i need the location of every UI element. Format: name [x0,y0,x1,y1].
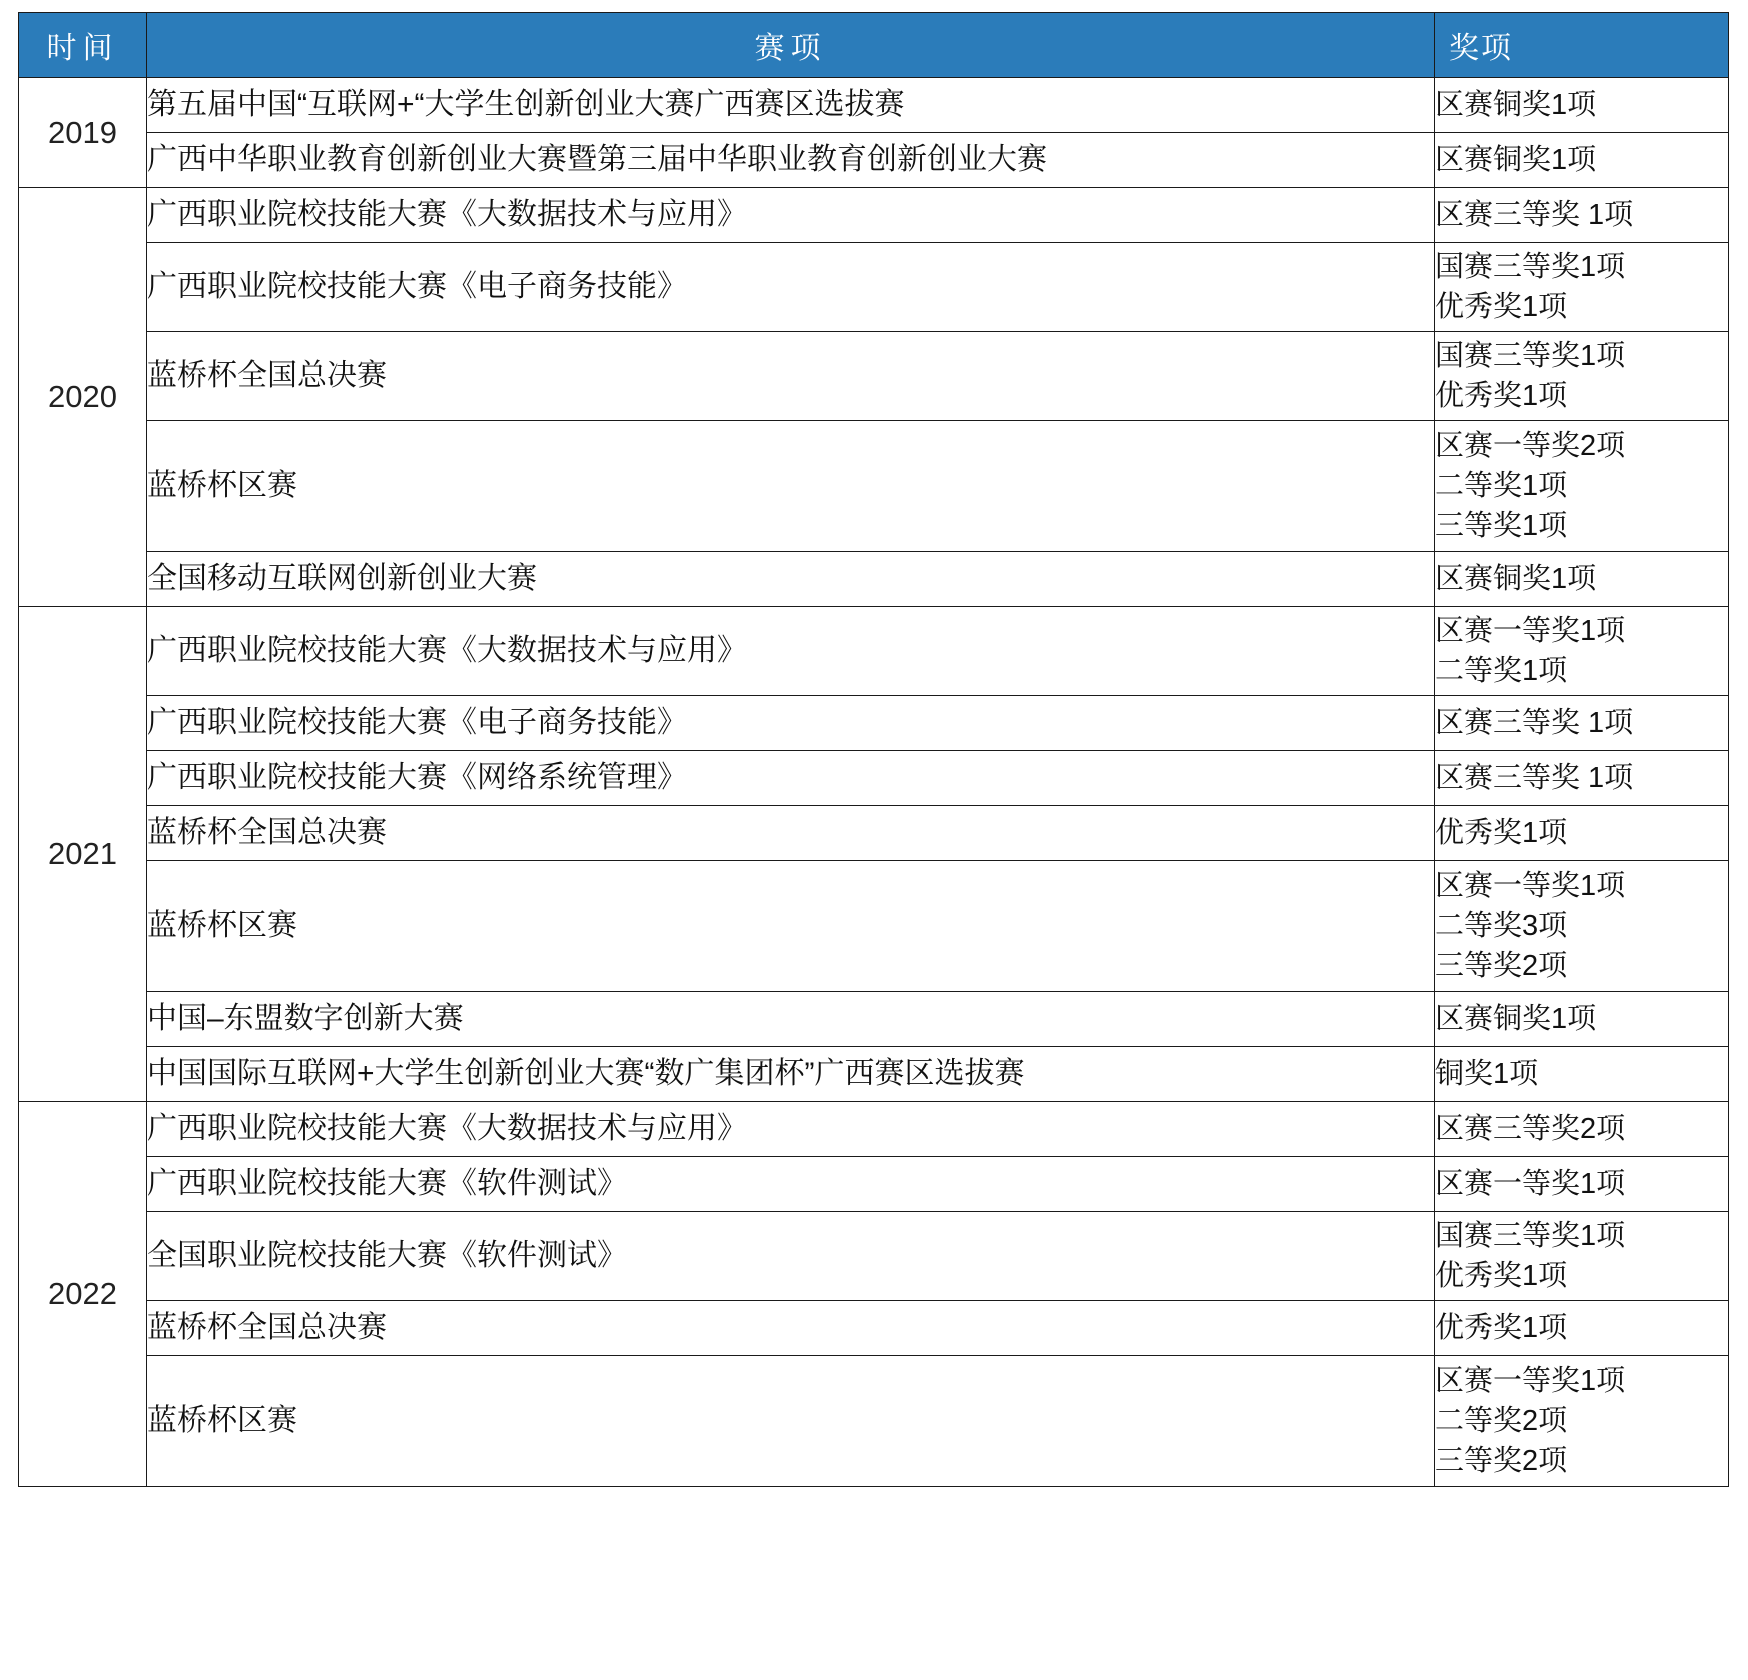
prize-cell [1435,607,1729,696]
prize-line: 国赛三等奖1项 [1435,250,1626,283]
prize-line: 三等奖2项 [1435,1445,1568,1477]
prize-line: 二等奖1项 [1435,469,1568,502]
year-cell: 2020 [19,188,147,607]
event-cell: 广西职业院校技能大赛《大数据技术与应用》 [147,188,1435,243]
event-cell: 广西中华职业教育创新创业大赛暨第三届中华职业教育创新创业大赛 [147,133,1435,188]
event-cell: 广西职业院校技能大赛《网络系统管理》 [147,751,1435,806]
prize-line: 二等奖3项 [1435,909,1568,942]
event-cell: 中国国际互联网+大学生创新创业大赛“数广集团杯”广西赛区选拔赛 [147,1047,1435,1102]
prize-cell [1435,1356,1729,1487]
table-row [19,552,1729,607]
prize-line: 三等奖1项 [1435,510,1568,542]
table-row [19,1102,1729,1157]
prize-cell [1435,78,1729,133]
prize-line: 区赛三等奖2项 [1435,1112,1626,1145]
prize-line: 区赛一等奖1项 [1435,614,1626,647]
prize-cell [1435,1047,1729,1102]
prize-cell [1435,243,1729,332]
prize-cell [1435,751,1729,806]
prize-line: 区赛铜奖1项 [1435,1002,1597,1035]
prize-cell [1435,1102,1729,1157]
column-header-year: 时间 [19,13,147,78]
prize-cell [1435,1212,1729,1301]
event-cell: 蓝桥杯区赛 [147,1356,1435,1487]
prize-line: 优秀奖1项 [1435,291,1568,323]
table-row [19,696,1729,751]
table-row [19,751,1729,806]
prize-line: 区赛一等奖1项 [1435,1167,1626,1200]
table-header-row [19,13,1729,78]
prize-line: 区赛铜奖1项 [1435,562,1597,595]
prize-line: 区赛铜奖1项 [1435,143,1597,176]
table-row [19,1157,1729,1212]
table-row [19,421,1729,552]
table-row [19,992,1729,1047]
event-cell: 广西职业院校技能大赛《大数据技术与应用》 [147,607,1435,696]
prize-line: 优秀奖1项 [1435,1260,1568,1292]
prize-line: 区赛铜奖1项 [1435,88,1597,121]
prize-line: 区赛三等奖 1项 [1435,761,1634,794]
prize-cell [1435,861,1729,992]
table-row [19,332,1729,421]
prize-line: 三等奖2项 [1435,950,1568,982]
prize-line: 优秀奖1项 [1435,816,1568,849]
event-cell: 蓝桥杯区赛 [147,421,1435,552]
event-cell: 全国职业院校技能大赛《软件测试》 [147,1212,1435,1301]
event-cell: 蓝桥杯全国总决赛 [147,806,1435,861]
event-cell: 蓝桥杯全国总决赛 [147,1301,1435,1356]
prize-cell [1435,992,1729,1047]
table-row [19,861,1729,992]
table-row [19,1212,1729,1301]
award-table [18,12,1729,1487]
table-body [19,78,1729,1487]
prize-line: 优秀奖1项 [1435,380,1568,412]
table-row [19,188,1729,243]
table-row [19,78,1729,133]
prize-cell [1435,133,1729,188]
column-header-event: 赛项 [147,13,1435,78]
column-header-prize: 奖项 [1435,13,1729,78]
prize-cell [1435,421,1729,552]
table-row [19,1301,1729,1356]
prize-cell [1435,1301,1729,1356]
prize-line: 国赛三等奖1项 [1435,339,1626,372]
prize-cell [1435,1157,1729,1212]
table-header [19,13,1729,78]
table-row [19,607,1729,696]
prize-line: 区赛一等奖1项 [1435,1364,1626,1397]
event-cell: 广西职业院校技能大赛《大数据技术与应用》 [147,1102,1435,1157]
prize-line: 区赛三等奖 1项 [1435,198,1634,231]
prize-cell [1435,806,1729,861]
prize-cell [1435,696,1729,751]
prize-cell [1435,188,1729,243]
table-row [19,1047,1729,1102]
prize-line: 二等奖1项 [1435,655,1568,687]
year-cell: 2021 [19,607,147,1102]
table-row [19,1356,1729,1487]
event-cell: 蓝桥杯区赛 [147,861,1435,992]
year-cell: 2022 [19,1102,147,1487]
year-cell: 2019 [19,78,147,188]
event-cell: 广西职业院校技能大赛《软件测试》 [147,1157,1435,1212]
table-row [19,243,1729,332]
event-cell: 广西职业院校技能大赛《电子商务技能》 [147,243,1435,332]
prize-line: 区赛一等奖2项 [1435,429,1626,462]
prize-cell [1435,552,1729,607]
prize-cell [1435,332,1729,421]
event-cell: 蓝桥杯全国总决赛 [147,332,1435,421]
event-cell: 第五届中国“互联网+“大学生创新创业大赛广西赛区选拔赛 [147,78,1435,133]
prize-line: 国赛三等奖1项 [1435,1219,1626,1252]
prize-line: 二等奖2项 [1435,1404,1568,1437]
prize-line: 铜奖1项 [1435,1057,1539,1090]
event-cell: 全国移动互联网创新创业大赛 [147,552,1435,607]
prize-line: 区赛三等奖 1项 [1435,706,1634,739]
table-row [19,806,1729,861]
prize-line: 区赛一等奖1项 [1435,869,1626,902]
prize-line: 优秀奖1项 [1435,1311,1568,1344]
table-row [19,133,1729,188]
event-cell: 中国–东盟数字创新大赛 [147,992,1435,1047]
event-cell: 广西职业院校技能大赛《电子商务技能》 [147,696,1435,751]
